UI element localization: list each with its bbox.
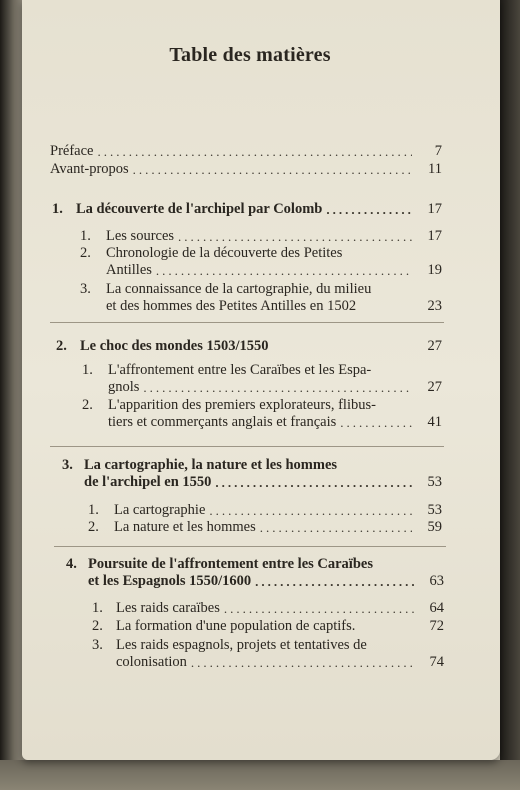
- toc-chapter-4: 4. Poursuite de l'affrontement entre les Caraïbes et les Espagnols 1550/1600 ..... 63: [66, 556, 444, 590]
- toc-section-2-2: 2. L'apparition des premiers explorateurs, flibus- tiers et commerçants anglais et français ..... 41: [82, 397, 442, 431]
- toc-section-3-2: 2. La nature et les hommes ..... 59: [88, 519, 442, 536]
- table-surface: [0, 760, 520, 790]
- toc-section-2-1: 1. L'affrontement entre les Caraïbes et les Espa- gnols ..... 27: [82, 362, 442, 396]
- toc-section-1-3: 3. La connaissance de la cartographie, du milieu et des hommes des Petites Antilles en 1502 23: [80, 281, 442, 314]
- page-title: Table des matières: [169, 44, 331, 66]
- divider: [50, 446, 444, 447]
- toc-section-1-2: 2. Chronologie de la découverte des Petites Antilles ..... 19: [80, 245, 442, 279]
- toc-section-4-2: 2. La formation d'une population de captifs. 72: [92, 618, 444, 634]
- divider: [50, 322, 444, 323]
- toc-chapter-3: 3. La cartographie, la nature et les hommes de l'archipel en 1550 ..... 53: [62, 457, 442, 491]
- toc-section-4-3: 3. Les raids espagnols, projets et tentatives de colonisation ..... 74: [92, 637, 444, 671]
- toc-chapter-2: 2. Le choc des mondes 1503/1550 27: [56, 338, 442, 354]
- toc-section-4-1: 1. Les raids caraïbes ..... 64: [92, 600, 444, 617]
- toc-chapter-1: 1. La découverte de l'archipel par Colomb ..... 17: [52, 201, 442, 218]
- divider: [54, 546, 446, 547]
- toc-section-1-1: 1. Les sources ..... 17: [80, 228, 442, 245]
- toc-entry-preface: Préface ..... 7: [50, 143, 442, 160]
- facing-page-edge: [500, 0, 520, 790]
- toc-entry-avant-propos: Avant-propos ..... 11: [50, 161, 442, 178]
- toc-section-3-1: 1. La cartographie ..... 53: [88, 502, 442, 519]
